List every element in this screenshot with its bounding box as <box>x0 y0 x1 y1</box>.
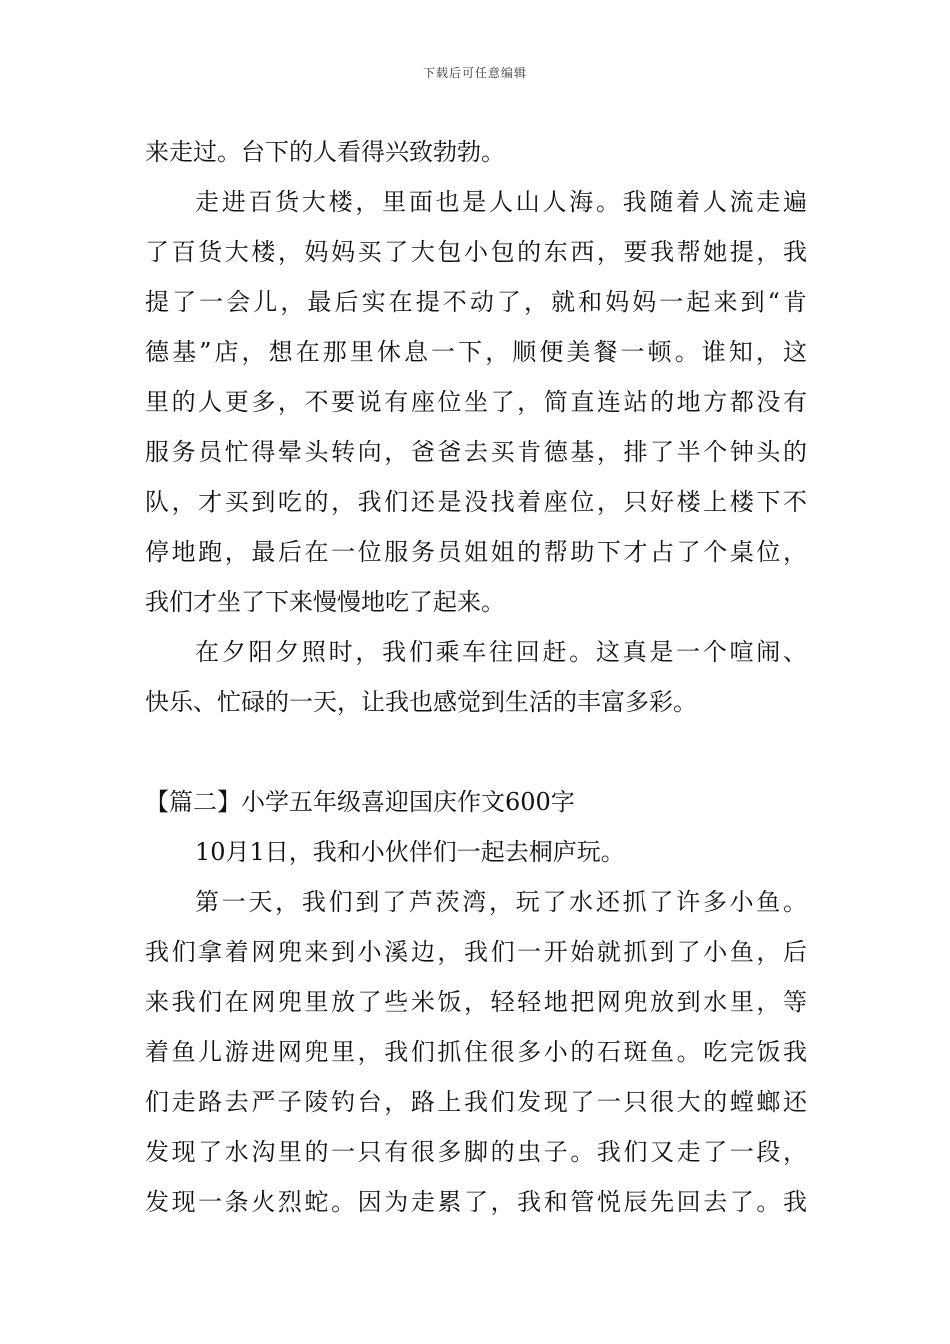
document-body <box>145 127 807 1227</box>
blank-line <box>145 727 807 777</box>
text-line: 我们拿着网兜来到小溪边，我们一开始就抓到了小鱼，后 <box>145 938 807 966</box>
text-line: 发现了水沟里的一只有很多脚的虫子。我们又走了一段， <box>145 1138 807 1166</box>
text-line: 服务员忙得晕头转向，爸爸去买肯德基，排了半个钟头的 <box>145 438 807 466</box>
text-line: 了百货大楼，妈妈买了大包小包的东西，要我帮她提，我 <box>145 238 807 266</box>
section-heading: 【篇二】小学五年级喜迎国庆作文600字 <box>145 788 575 816</box>
text-line: 着鱼儿游进网兜里，我们抓住很多小的石斑鱼。吃完饭我 <box>145 1038 807 1066</box>
text-line: 10月1日，我和小伙伴们一起去桐庐玩。 <box>195 838 625 866</box>
text-line: 发现一条火烈蛇。因为走累了，我和管悦辰先回去了。我 <box>145 1188 807 1216</box>
page-header-note: 下载后可任意编辑 <box>422 66 527 80</box>
text-line: 德基”店，想在那里休息一下，顺便美餐一顿。谁知，这 <box>145 338 807 366</box>
text-line: 停地跑，最后在一位服务员姐姐的帮助下才占了个桌位， <box>145 538 807 566</box>
text-line: 里的人更多，不要说有座位坐了，简直连站的地方都没有 <box>145 388 807 416</box>
text-line: 快乐、忙碌的一天，让我也感觉到生活的丰富多彩。 <box>145 688 697 716</box>
text-line: 第一天，我们到了芦茨湾，玩了水还抓了许多小鱼。 <box>195 888 807 916</box>
text-line: 走进百货大楼，里面也是人山人海。我随着人流走遍 <box>195 188 807 216</box>
text-line: 我们才坐了下来慢慢地吃了起来。 <box>145 588 505 616</box>
text-line: 在夕阳夕照时，我们乘车往回赶。这真是一个喧闹、 <box>195 638 807 666</box>
text-line: 提了一会儿，最后实在提不动了，就和妈妈一起来到“肯 <box>145 288 807 316</box>
text-line: 们走路去严子陵钓台，路上我们发现了一只很大的螳螂还 <box>145 1088 807 1116</box>
text-line: 来走过。台下的人看得兴致勃勃。 <box>145 138 505 166</box>
text-line: 来我们在网兜里放了些米饭，轻轻地把网兜放到水里，等 <box>145 988 807 1016</box>
text-line: 队，才买到吃的，我们还是没找着座位，只好楼上楼下不 <box>145 488 807 516</box>
